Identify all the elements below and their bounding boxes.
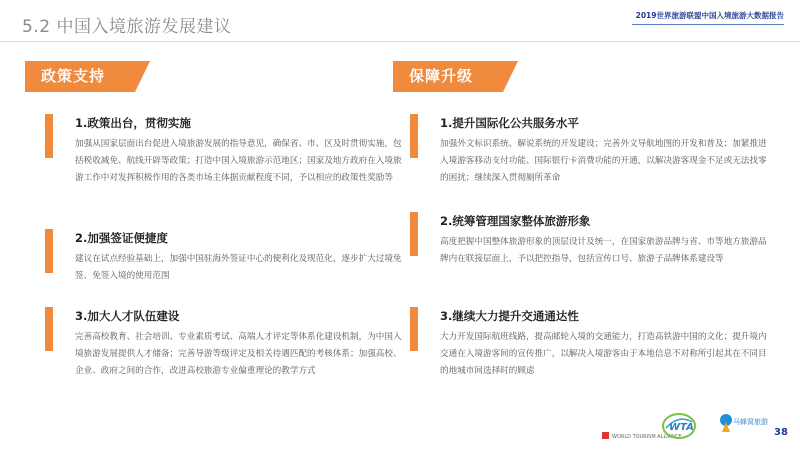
item-text: 高度把握中国整体旅游形象的顶层设计及统一，在国家旅游品牌与省、市等地方旅游品牌内在联接层面上，予以把控指导，包括宣传口号、旅游子品牌体系建设等	[440, 237, 767, 264]
right-item-1	[440, 114, 770, 187]
item-title: 2.统筹管理国家整体旅游形象	[440, 214, 591, 228]
item-title: 2.加强签证便捷度	[75, 231, 168, 245]
accent-bar	[410, 212, 418, 256]
item-text: 加强外文标识系统、解说系统的开发建设；完善外文导航地图的开发和普及；加紧推进入境游客移动支付功能、国际银行卡消费功能的开通，以解决游客现金不足或无法找零的困扰；继续深入贯彻厕所革命	[440, 139, 767, 183]
mafengwo-logo	[718, 410, 768, 444]
left-item-2	[75, 229, 405, 285]
accent-bar	[45, 114, 53, 158]
flag-icon	[602, 432, 609, 439]
accent-bar	[45, 229, 53, 273]
report-title-underline	[632, 24, 784, 25]
item-text: 加强从国家层面出台促进入境旅游发展的指导意见，确保省、市、区及时贯彻实施，包括税收减免、航线开辟等政策；打造中国入境旅游示范地区；国家及地方政府在入境旅游工作中对发挥积极作用的各类市场主体据贡献程度不同，予以相应的政策性奖励等	[75, 139, 402, 183]
header-divider	[0, 41, 800, 42]
item-title: 1.提升国际化公共服务水平	[440, 116, 579, 130]
wta-caption: WORLD TOURISM ALLIANCE	[612, 434, 682, 440]
accent-bar	[410, 114, 418, 158]
svg-text:WTA: WTA	[669, 422, 694, 433]
item-title: 3.加大人才队伍建设	[75, 309, 180, 323]
item-text: 大力开发国际航班线路，提高邮轮入境的交通能力，打造高铁游中国的文化；提升境内交通在入境游客间的宣传推广，以解决入境游客由于本地信息不对称所引起其在不同目的地城市间选择时的顾虑	[440, 332, 767, 376]
right-item-3	[440, 307, 770, 380]
svg-text:马蜂窝旅游: 马蜂窝旅游	[733, 418, 768, 426]
left-item-1	[75, 114, 405, 187]
left-item-3	[75, 307, 405, 380]
item-text: 建议在试点经验基础上，加强中国驻海外签证中心的便利化及规范化，逐步扩大过境免签、免签入境的使用范围	[75, 254, 402, 281]
wta-logo	[660, 408, 698, 444]
section-tab-policy: 政策支持	[25, 61, 135, 92]
item-title: 3.继续大力提升交通通达性	[440, 309, 579, 323]
accent-bar	[410, 307, 418, 351]
section-tab-guarantee: 保障升级	[393, 61, 503, 92]
page-title: 5.2 中国入境旅游发展建议	[22, 17, 232, 37]
item-text: 完善高校教育、社会培训、专业素质考试、高端人才评定等体系化建设机制，为中国入境旅游发展提供人才储备；完善导游等级评定及相关待遇匹配的考核体系；加强高校、企业、政府之间的合作，改进高校旅游专业偏重理论的教学方式	[75, 332, 402, 376]
page-number: 38	[774, 427, 788, 438]
item-title: 1.政策出台，贯彻实施	[75, 116, 191, 130]
accent-bar	[45, 307, 53, 351]
right-item-2	[440, 212, 770, 268]
report-title: 2019世界旅游联盟中国入境旅游大数据报告	[635, 11, 784, 20]
